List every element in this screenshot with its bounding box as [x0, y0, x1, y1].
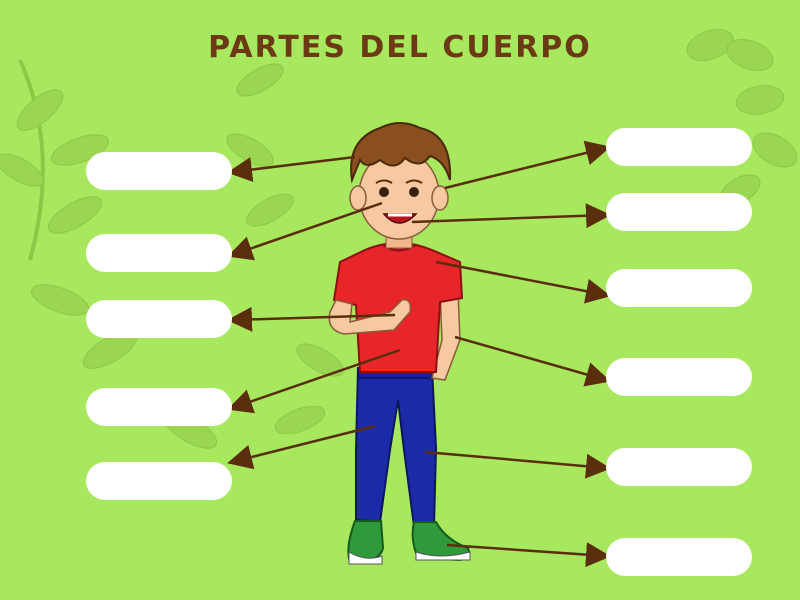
- label-box-left-3[interactable]: [86, 300, 232, 338]
- arrow-leg: [425, 452, 606, 468]
- label-box-right-4[interactable]: [606, 358, 752, 396]
- arrow-foot: [447, 545, 606, 556]
- arrow-eye: [232, 203, 382, 255]
- label-box-left-2[interactable]: [86, 234, 232, 272]
- page-title: PARTES DEL CUERPO: [208, 30, 592, 65]
- label-box-right-5[interactable]: [606, 448, 752, 486]
- arrow-hair: [232, 157, 355, 172]
- pants: [356, 368, 436, 526]
- label-box-right-1[interactable]: [606, 128, 752, 166]
- label-box-left-1[interactable]: [86, 152, 232, 190]
- label-box-right-3[interactable]: [606, 269, 752, 307]
- label-box-right-2[interactable]: [606, 193, 752, 231]
- label-box-left-4[interactable]: [86, 388, 232, 426]
- arrow-knee: [232, 426, 375, 462]
- arrow-arm: [455, 337, 606, 380]
- shoes: [348, 521, 470, 564]
- label-box-right-6[interactable]: [606, 538, 752, 576]
- label-box-left-5[interactable]: [86, 462, 232, 500]
- arrow-head: [445, 148, 606, 188]
- arrow-mouth: [412, 215, 606, 222]
